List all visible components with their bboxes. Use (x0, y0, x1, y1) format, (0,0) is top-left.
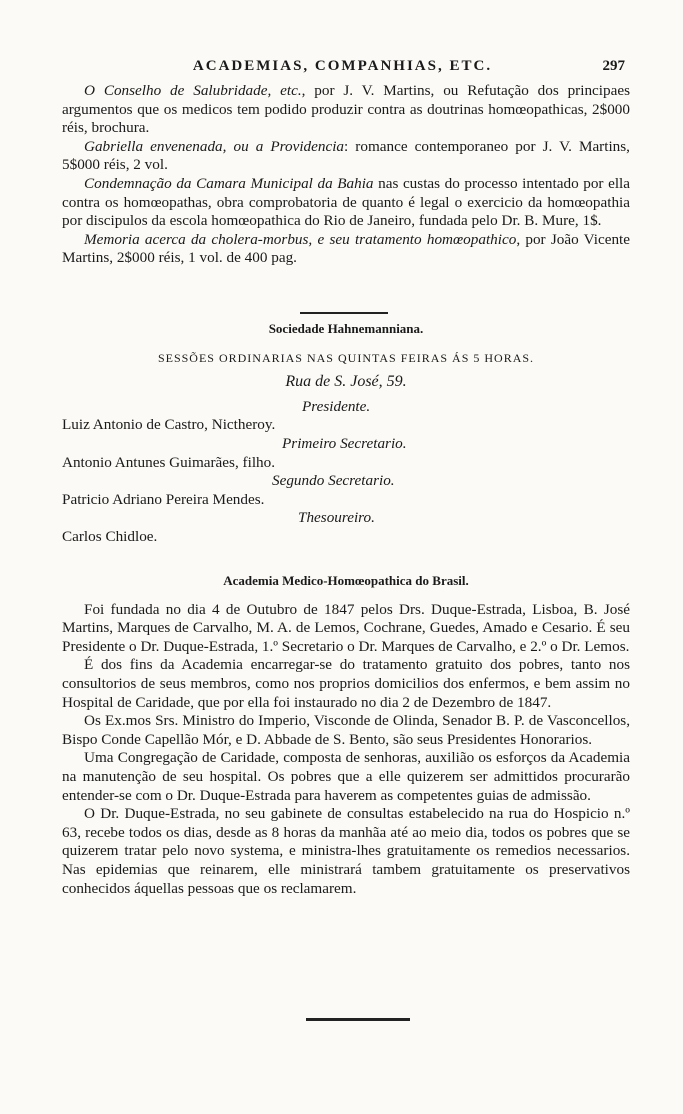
book-entry (62, 231, 630, 268)
session-schedule: SESSÕES ORDINARIAS NAS QUINTAS FEIRAS ÁS 5 HORAS. (157, 350, 535, 365)
section-divider (300, 312, 388, 314)
society-address: Rua de S. José, 59. (285, 373, 407, 391)
officer-name: Antonio Antunes Guimarães, filho. (62, 453, 276, 471)
officer-role: Presidente. (302, 397, 371, 415)
book-list (62, 82, 630, 268)
section-title: Sociedade Hahnemanniana. (268, 321, 424, 336)
officers-list (62, 398, 630, 547)
book-entry (62, 175, 630, 231)
book-entry (62, 82, 630, 138)
officer-role: Thesoureiro. (298, 509, 375, 527)
academia-section (62, 572, 630, 898)
page-number: 297 (602, 58, 625, 74)
academia-body (62, 601, 630, 899)
book-title: Memoria acerca da cholera-morbus, e seu tratamento homœopathico (84, 230, 517, 248)
officer-role: Segundo Secretario. (272, 472, 395, 490)
officer-name: Carlos Chidloe. (62, 527, 158, 545)
paragraph: Foi fundada no dia 4 de Outubro de 1847 pelos Drs. Duque-Estrada, Lisboa, B. José Martins, Marques de Carvalho, M. A. de Lemos, Cochrane, Guedes, Amado e Cesario. É seu Presidente o Dr. Duque-Estrada, 1.º Secretario o Dr. Marques de Carvalho, e 2.º o Dr. Lemos. (62, 600, 630, 655)
paragraph: Uma Congregação de Caridade, composta de senhoras, auxilião os esforços da Academia na manutenção de seu hospital. Os pobres que a elle quizerem ser admittidos procurarão entender-se com o Dr. Duque-Estrada para haverem as competentes guias de admissão. (62, 749, 630, 804)
book-entry (62, 138, 630, 175)
book-description: , por João Vicente Martins, 2$000 réis, 1 vol. de 400 pag. (62, 230, 630, 267)
end-divider (306, 1018, 410, 1021)
officer-name: Patricio Adriano Pereira Mendes. (62, 490, 265, 508)
officer-name: Luiz Antonio de Castro, Nictheroy. (62, 416, 276, 434)
book-title: O Conselho de Salubridade, etc. (84, 82, 302, 99)
paragraph: Os Ex.mos Srs. Ministro do Imperio, Visconde de Olinda, Senador B. P. de Vasconcellos, Bispo Conde Capellão Mór, e D. Abbade de S. Bento, são seus Presidentes Honorarios. (62, 712, 630, 748)
book-description: nas custas do processo intentado por ella contra os homœopathas, obra comprobatoria de quanto é legal o exercicio da homœopathia por discipulos da escola homœopathica do Rio de Janeiro, fundada pelo Dr. B. Mure, 1$. (62, 174, 630, 230)
book-title: Gabriella envenenada, ou a Providencia (84, 137, 345, 155)
section-title: Academia Medico-Homœopathica do Brasil. (223, 573, 469, 588)
book-description: , por J. V. Martins, ou Refutação dos principaes argumentos que os medicos tem podido produzir contra as doutrinas homœopathicas, 2$000 réis, brochura. (62, 82, 630, 137)
paragraph: O Dr. Duque-Estrada, no seu gabinete de consultas estabelecido na rua do Hospicio n.º 63, recebe todos os dias, desde as 8 horas da manhãa até ao meio dia, todos os pobres que se quizerem tratar pelo novo systema, e ministra-lhes gratuitamente os remedios necessarios. Nas epidemias que reinarem, elle ministrará tambem gratuitamente os preservativos conhecidos áquellas pessoas que os reclamarem. (62, 805, 630, 897)
book-description: : romance contemporaneo por J. V. Martins, 5$000 réis, 2 vol. (62, 137, 630, 174)
running-header: ACADEMIAS, COMPANHIAS, ETC. (192, 58, 493, 74)
book-title: Condemnação da Camara Municipal da Bahia (84, 174, 374, 192)
paragraph: É dos fins da Academia encarregar-se do tratamento gratuito dos pobres, tanto nos consultorios de seus membros, como nos proprios domicilios dos enfermos, e bem assim no Hospital de Caridade, que por ella foi instaurado no dia 2 de Dezembro de 1847. (62, 656, 630, 711)
sociedade-section (62, 320, 630, 547)
officer-role: Primeiro Secretario. (282, 434, 407, 452)
